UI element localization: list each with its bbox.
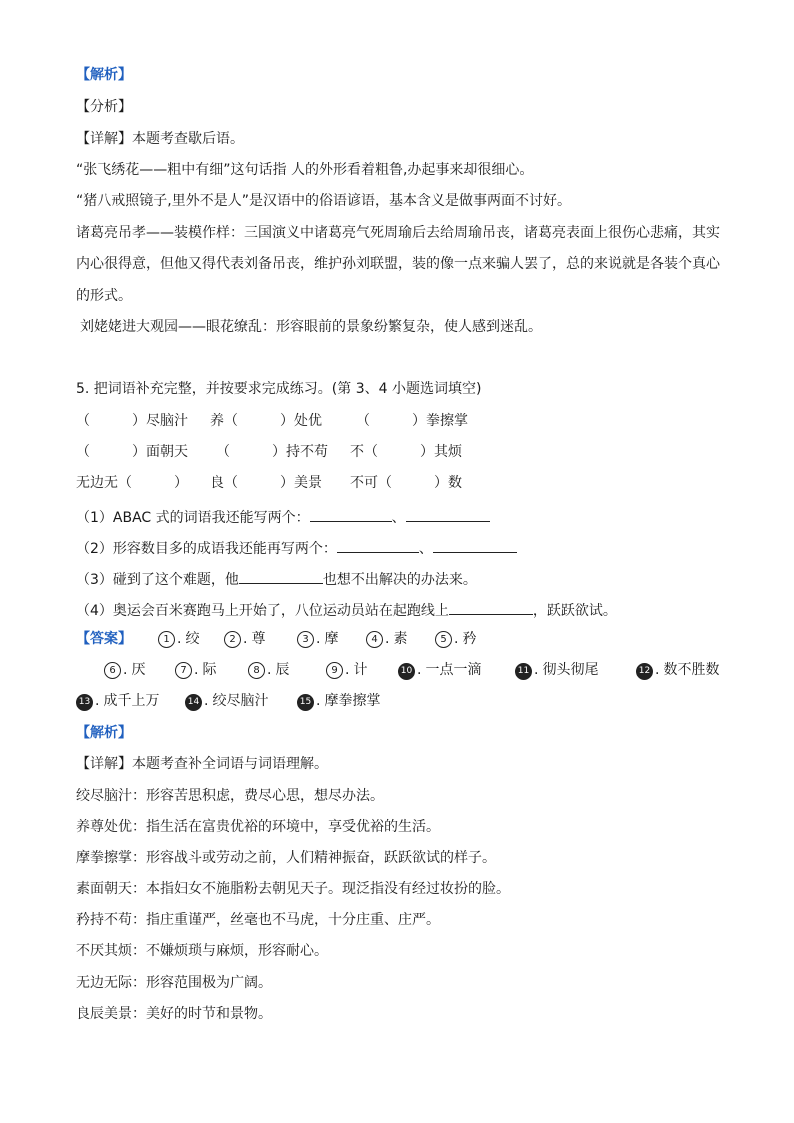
answer-blank[interactable]	[310, 507, 392, 522]
answer-text: 矜	[462, 631, 477, 647]
answer-number-badge: 13	[76, 694, 93, 711]
xiangjie-line	[76, 130, 244, 148]
definition-line: 不厌其烦：不嫌烦琐与麻烦，形容耐心。	[76, 943, 328, 959]
answer-text: 绞尽脑汁	[212, 693, 269, 709]
xiangjie-text: 本题考查补全词语与词语理解。	[132, 756, 328, 772]
answer-item	[76, 692, 159, 711]
answer-blank[interactable]	[337, 538, 419, 553]
answer-number-badge: 9	[326, 662, 343, 679]
answer-dot: .	[194, 662, 199, 678]
word-cell: （ ）面朝天	[76, 444, 188, 460]
word-cell: 养（ ）处优	[210, 413, 322, 429]
answer-dot: .	[385, 631, 390, 647]
sub-question-3	[76, 569, 477, 589]
answer-item	[366, 630, 407, 648]
definition-line: 矜持不苟：指庄重谨严，丝毫也不马虎，十分庄重、庄严。	[76, 912, 440, 928]
jiexi-heading	[76, 66, 132, 84]
answer-dot: .	[655, 662, 660, 678]
definition-line: 养尊处优：指生活在富贵优裕的环境中，享受优裕的生活。	[76, 819, 440, 835]
explanation-line-4: 内心很得意，但他又得代表刘备吊丧，维护孙刘联盟，装的像一点来骗人罢了，总的来说就是各装个真心	[76, 256, 720, 272]
answer-blank[interactable]	[239, 569, 323, 584]
answer-text: 计	[353, 662, 368, 678]
answer-text: 厌	[131, 662, 146, 678]
answer-item	[435, 630, 476, 648]
answer-text: 素	[393, 631, 408, 647]
answer-dot: .	[204, 693, 209, 709]
sub-question-text: （1）ABAC 式的词语我还能写两个：	[76, 510, 310, 526]
jiexi-tag: 【解析】	[76, 725, 132, 741]
answer-item	[185, 692, 268, 711]
word-cell: （ ）拳擦掌	[356, 413, 468, 429]
definition-line: 无边无际：形容范围极为广阔。	[76, 975, 272, 991]
word-cell: 不（ ）其烦	[350, 444, 462, 460]
answer-item	[398, 661, 481, 680]
answer-dot: .	[534, 662, 539, 678]
sub-question-1	[76, 507, 490, 527]
answer-dot: .	[417, 662, 422, 678]
word-cell: （ ）持不苟	[216, 444, 328, 460]
answer-item	[297, 692, 380, 711]
answer-dot: .	[95, 693, 100, 709]
answer-number-badge: 12	[636, 663, 653, 680]
sub-question-4	[76, 600, 617, 620]
answer-text: 际	[202, 662, 217, 678]
fenxi-tag: 【分析】	[76, 99, 132, 115]
xiangjie-tag: 【详解】	[76, 131, 132, 147]
answer-dot: .	[243, 631, 248, 647]
definition-line: 素面朝天：本指妇女不施脂粉去朝见天子。现泛指没有经过妆扮的脸。	[76, 881, 510, 897]
answer-text: 成千上万	[103, 693, 160, 709]
definition-line: 良辰美景：美好的时节和景物。	[76, 1006, 272, 1022]
xiangjie-tag: 【详解】	[76, 756, 132, 772]
answer-number-badge: 5	[435, 631, 452, 648]
answer-dot: .	[177, 631, 182, 647]
answer-text: 辰	[275, 662, 290, 678]
answer-text: 绞	[185, 631, 200, 647]
sub-question-2	[76, 538, 517, 558]
answer-dot: .	[454, 631, 459, 647]
answer-item	[224, 630, 265, 648]
fenxi-heading	[76, 98, 132, 116]
word-cell: 无边无（ ）	[76, 475, 188, 491]
sub-question-text: （4）奥运会百米赛跑马上开始了，八位运动员站在起跑线上	[76, 603, 449, 619]
definition-line: 摩拳擦掌：形容战斗或劳动之前，人们精神振奋，跃跃欲试的样子。	[76, 850, 496, 866]
answer-dot: .	[345, 662, 350, 678]
answer-number-badge: 3	[297, 631, 314, 648]
answer-number-badge: 11	[515, 663, 532, 680]
explanation-line-3: 诸葛亮吊孝——装模作样：三国演义中诸葛亮气死周瑜后去给周瑜吊丧，诸葛亮表面上很伤心悲痛，其实	[76, 225, 720, 241]
answer-number-badge: 8	[248, 662, 265, 679]
answer-dot: .	[316, 693, 321, 709]
answer-dot: .	[316, 631, 321, 647]
explanation-line-6: 刘姥姥进大观园——眼花缭乱：形容眼前的景象纷繁复杂，使人感到迷乱。	[80, 319, 542, 335]
answer-blank[interactable]	[449, 600, 533, 615]
answer-item	[515, 661, 598, 680]
answer-number-badge: 15	[297, 694, 314, 711]
separator: 、	[391, 510, 406, 526]
answer-blank[interactable]	[433, 538, 517, 553]
sub-question-text: ，跃跃欲试。	[532, 603, 617, 619]
explanation-line-2: “猪八戒照镜子,里外不是人”是汉语中的俗语谚语，基本含义是做事两面不讨好。	[76, 193, 571, 209]
answer-dot: .	[123, 662, 128, 678]
answer-tag: 【答案】	[76, 631, 132, 647]
jiexi-heading-2	[76, 724, 132, 742]
sub-question-text: （2）形容数目多的成语我还能再写两个：	[76, 541, 337, 557]
word-cell: （ ）尽脑汁	[76, 413, 188, 429]
answer-number-badge: 7	[175, 662, 192, 679]
separator: 、	[418, 541, 433, 557]
answer-item	[104, 661, 145, 679]
answer-dot: .	[267, 662, 272, 678]
question-title: 5. 把词语补充完整，并按要求完成练习。(第 3、4 小题选词填空)	[76, 381, 482, 397]
answer-heading	[76, 630, 132, 648]
answer-item	[158, 630, 199, 648]
answer-text: 数不胜数	[663, 662, 720, 678]
answer-number-badge: 2	[224, 631, 241, 648]
definition-line: 绞尽脑汁：形容苦思积虑，费尽心思，想尽办法。	[76, 788, 384, 804]
xiangjie-line-2	[76, 755, 328, 773]
answer-item	[248, 661, 289, 679]
explanation-line-5: 的形式。	[76, 288, 132, 304]
answer-item	[326, 661, 367, 679]
answer-number-badge: 6	[104, 662, 121, 679]
answer-item	[297, 630, 338, 648]
answer-text: 尊	[251, 631, 266, 647]
xiangjie-text: 本题考查歇后语。	[132, 131, 244, 147]
answer-item	[175, 661, 216, 679]
jiexi-tag: 【解析】	[76, 67, 132, 83]
explanation-line-1: “张飞绣花——粗中有细”这句话指 人的外形看着粗鲁,办起事来却很细心。	[76, 162, 534, 178]
answer-number-badge: 1	[158, 631, 175, 648]
answer-text: 摩	[324, 631, 339, 647]
answer-blank[interactable]	[406, 507, 490, 522]
word-cell: 良（ ）美景	[210, 475, 322, 491]
answer-number-badge: 10	[398, 663, 415, 680]
sub-question-text: 也想不出解决的办法来。	[322, 572, 477, 588]
answer-text: 摩拳擦掌	[324, 693, 381, 709]
answer-number-badge: 4	[366, 631, 383, 648]
answer-text: 一点一滴	[425, 662, 482, 678]
sub-question-text: （3）碰到了这个难题，他	[76, 572, 239, 588]
answer-text: 彻头彻尾	[542, 662, 599, 678]
word-cell: 不可（ ）数	[350, 475, 462, 491]
answer-number-badge: 14	[185, 694, 202, 711]
answer-item	[636, 661, 719, 680]
